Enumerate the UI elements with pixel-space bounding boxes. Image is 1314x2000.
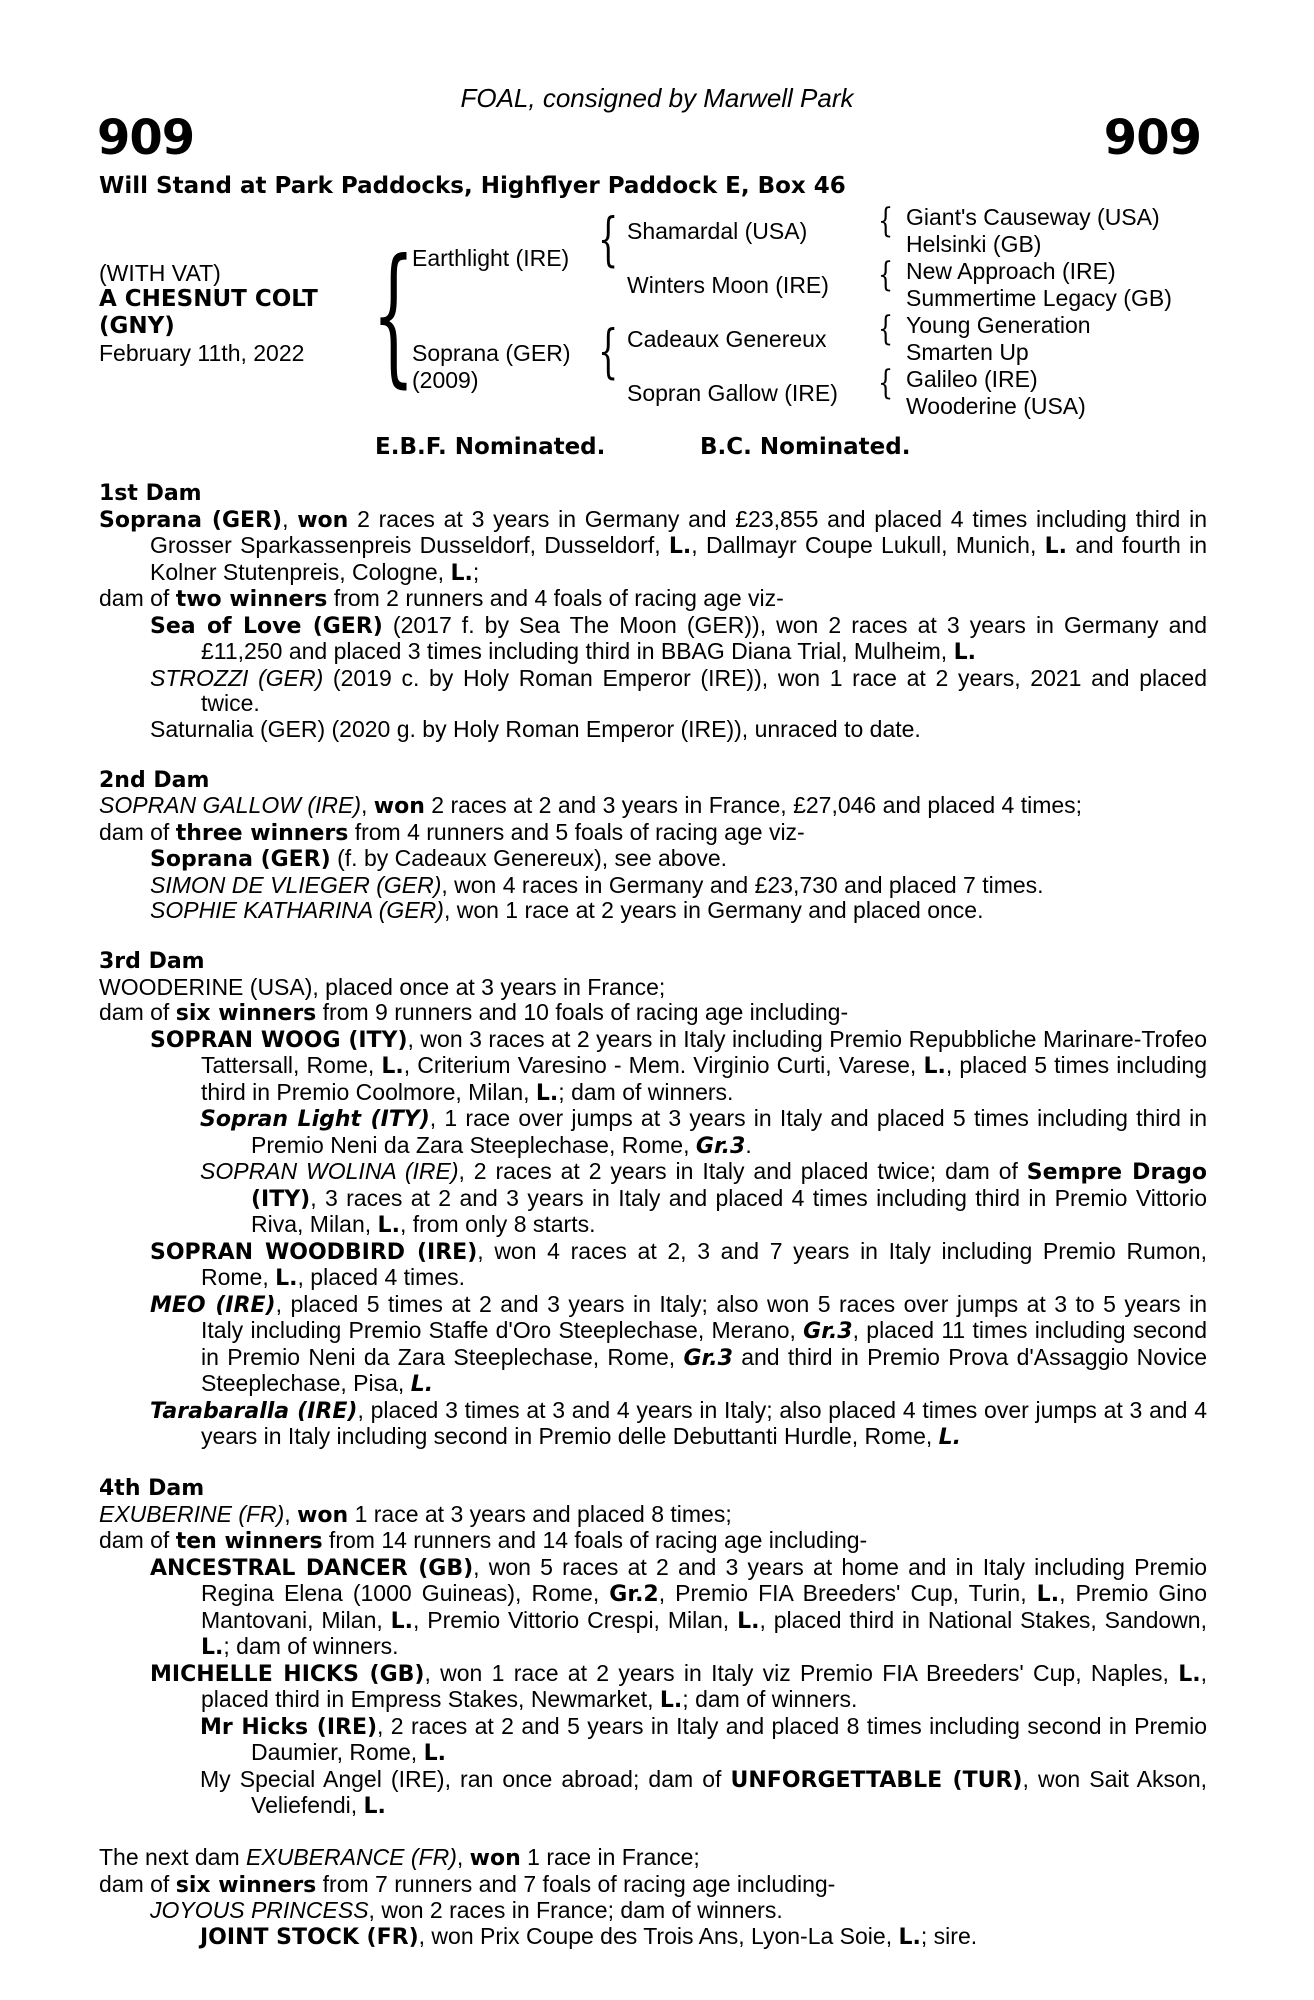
sire-sire: Shamardal (USA) (627, 218, 808, 244)
lot-number-left: 909 (97, 110, 195, 166)
vat-note: (WITH VAT) (99, 260, 221, 286)
next-dam-section (99, 1845, 1207, 1950)
first-dam-produce-summary: dam of two winners from 2 runners and 4 foals of racing age viz- (99, 585, 784, 612)
first-dam-heading: 1st Dam (99, 481, 202, 506)
list-item: MICHELLE HICKS (GB), won 1 race at 2 years in Italy viz Premio FIA Breeders' Cup, Naples, L., placed third in Empress Stakes, Newmarket, L.; dam of winners. (150, 1659, 1207, 1713)
gp-brace-4: { (878, 363, 894, 403)
sd-dam: Summertime Legacy (GB) (906, 285, 1172, 311)
list-item: SOPHIE KATHARINA (GER), won 1 race at 2 years in Germany and placed once. (150, 897, 984, 923)
list-item: Tarabaralla (IRE), placed 3 times at 3 and 4 years in Italy; also placed 4 times over jumps at 3 and 4 years in Italy including second in Premio delle Debuttanti Hurdle, Rome, L. (150, 1396, 1208, 1450)
gp-brace-1: { (878, 201, 894, 241)
ds-sire: Young Generation (906, 312, 1091, 338)
list-item: SIMON DE VLIEGER (GER), won 4 races in Germany and £23,730 and placed 7 times. (150, 871, 1044, 898)
dam-year: (2009) (412, 367, 479, 393)
second-dam-section (99, 768, 1207, 924)
list-item: SOPRAN WOODBIRD (IRE), won 4 races at 2, 3 and 7 years in Italy including Premio Rumon, Rome, L., placed 4 times. (150, 1237, 1207, 1291)
sd-sire: New Approach (IRE) (906, 258, 1116, 284)
dam-dam: Sopran Gallow (IRE) (627, 380, 838, 406)
bc-nomination: B.C. Nominated. (700, 434, 911, 460)
produce-record (99, 481, 1207, 1976)
list-item: SOPRAN WOOG (ITY), won 3 races at 2 years in Italy including Premio Repubbliche Marinare-Trofeo Tattersall, Rome, L., Criterium Varesino - Mem. Virginio Curti, Varese, L., placed 5 times including third in Premio Coolmore, Milan, L.; dam of winners. (150, 1025, 1207, 1106)
third-dam-heading: 3rd Dam (99, 949, 205, 974)
horse-origin: (GNY) (99, 313, 175, 339)
second-dam-heading: 2nd Dam (99, 767, 210, 793)
list-item: Soprana (GER) (f. by Cadeaux Genereux), see above. (150, 845, 728, 872)
list-item: STROZZI (GER) (2019 c. by Holy Roman Emperor (IRE)), won 1 race at 2 years, 2021 and placed twice. (150, 664, 1207, 716)
pedigree-brace: { (372, 228, 415, 402)
third-dam-section (99, 949, 1207, 1451)
ebf-nomination: E.B.F. Nominated. (375, 434, 606, 460)
list-item: SOPRAN WOLINA (IRE), 2 races at 2 years in Italy and placed twice; dam of Sempre Drago (ITY), 3 races at 2 and 3 years in Italy and placed 4 times including third in Premio Vittorio Riva, Milan, L., from only 8 starts. (200, 1158, 1207, 1238)
ss-sire: Giant's Causeway (USA) (906, 204, 1160, 230)
sire-brace: { (598, 205, 619, 273)
dam-brace: { (598, 317, 619, 385)
third-dam-record: WOODERINE (USA), placed once at 3 years in France; (99, 973, 666, 1000)
dam-sire: Cadeaux Genereux (627, 326, 827, 352)
horse-dob: February 11th, 2022 (99, 340, 305, 366)
ss-dam: Helsinki (GB) (906, 231, 1042, 257)
second-dam-produce-summary: dam of three winners from 4 runners and 5 foals of racing age viz- (99, 818, 805, 846)
stand-location: Will Stand at Park Paddocks, Highflyer Paddock E, Box 46 (99, 173, 846, 199)
ds-dam: Smarten Up (906, 339, 1029, 365)
gp-brace-3: { (878, 309, 894, 349)
lot-number-right: 909 (1103, 110, 1201, 166)
list-item: MEO (IRE), placed 5 times at 2 and 3 years in Italy; also won 5 races over jumps at 3 to 5 years in Italy including Premio Staffe d'Oro Steeplechase, Merano, Gr.3, placed 11 times including second in Premio Neni da Zara Steeplechase, Rome, Gr.3 and third in Premio Prova d'Assaggio Novice Steeplechase, Pisa, L. (150, 1290, 1208, 1397)
fourth-dam-heading: 4th Dam (99, 1476, 205, 1501)
dam: Soprana (GER) (412, 340, 571, 366)
list-item: JOYOUS PRINCESS, won 2 races in France; dam of winners. (150, 1897, 783, 1923)
list-item: Sea of Love (GER) (2017 f. by Sea The Moon (GER)), won 2 races at 3 years in Germany and £11,250 and placed 3 times including third in BBAG Diana Trial, Mulheim, L. (150, 611, 1207, 665)
next-dam-produce-summary: dam of six winners from 7 runners and 7 foals of racing age including- (99, 1870, 836, 1898)
list-item: ANCESTRAL DANCER (GB), won 5 races at 2 and 3 years at home and in Italy including Premio Regina Elena (1000 Guineas), Rome, Gr.2, Premio FIA Breeders' Cup, Turin, L., Premio Gino Mantovani, Milan, L., Premio Vittorio Crespi, Milan, L., placed third in National Stakes, Sandown, L.; dam of winners. (150, 1553, 1208, 1660)
first-dam-record: Soprana (GER), won 2 races at 3 years in Germany and £23,855 and placed 4 times including third in Grosser Sparkassenpreis Dusseldorf, Dusseldorf, L., Dallmayr Coupe Lukull, Munich, L. and fourth in Kolner Stutenpreis, Cologne, L.; (99, 505, 1208, 586)
third-dam-produce-summary: dam of six winners from 9 runners and 10 foals of racing age including- (99, 999, 849, 1026)
dd-dam: Wooderine (USA) (906, 393, 1086, 419)
next-dam-record: The next dam EXUBERANCE (FR), won 1 race in France; (99, 1844, 700, 1871)
second-dam-record: SOPRAN GALLOW (IRE), won 2 races at 2 and 3 years in France, £27,046 and placed 4 times; (99, 792, 1083, 819)
dd-sire: Galileo (IRE) (906, 366, 1038, 392)
list-item: Saturnalia (GER) (2020 g. by Holy Roman Emperor (IRE)), unraced to date. (150, 715, 921, 742)
sire: Earthlight (IRE) (412, 245, 570, 271)
horse-name: A CHESNUT COLT (99, 286, 318, 312)
list-item: Sopran Light (ITY), 1 race over jumps at 3 years in Italy and placed 5 times including third in Premio Neni da Zara Steeplechase, Rome, Gr.3. (200, 1105, 1207, 1159)
gp-brace-2: { (878, 255, 894, 295)
first-dam-section (99, 481, 1207, 742)
fourth-dam-record: EXUBERINE (FR), won 1 race at 3 years and placed 8 times; (99, 1500, 732, 1528)
fourth-dam-produce-summary: dam of ten winners from 14 runners and 14 foals of racing age including- (99, 1527, 868, 1554)
consignor-line: FOAL, consigned by Marwell Park (460, 83, 854, 113)
list-item: JOINT STOCK (FR), won Prix Coupe des Trois Ans, Lyon-La Soie, L.; sire. (200, 1922, 978, 1950)
fourth-dam-section (99, 1476, 1207, 1820)
sire-dam: Winters Moon (IRE) (627, 272, 829, 298)
list-item: My Special Angel (IRE), ran once abroad; dam of UNFORGETTABLE (TUR), won Sait Akson, Veliefendi, L. (200, 1765, 1207, 1819)
list-item: Mr Hicks (IRE), 2 races at 2 and 5 years in Italy and placed 8 times including second in Premio Daumier, Rome, L. (200, 1712, 1207, 1766)
